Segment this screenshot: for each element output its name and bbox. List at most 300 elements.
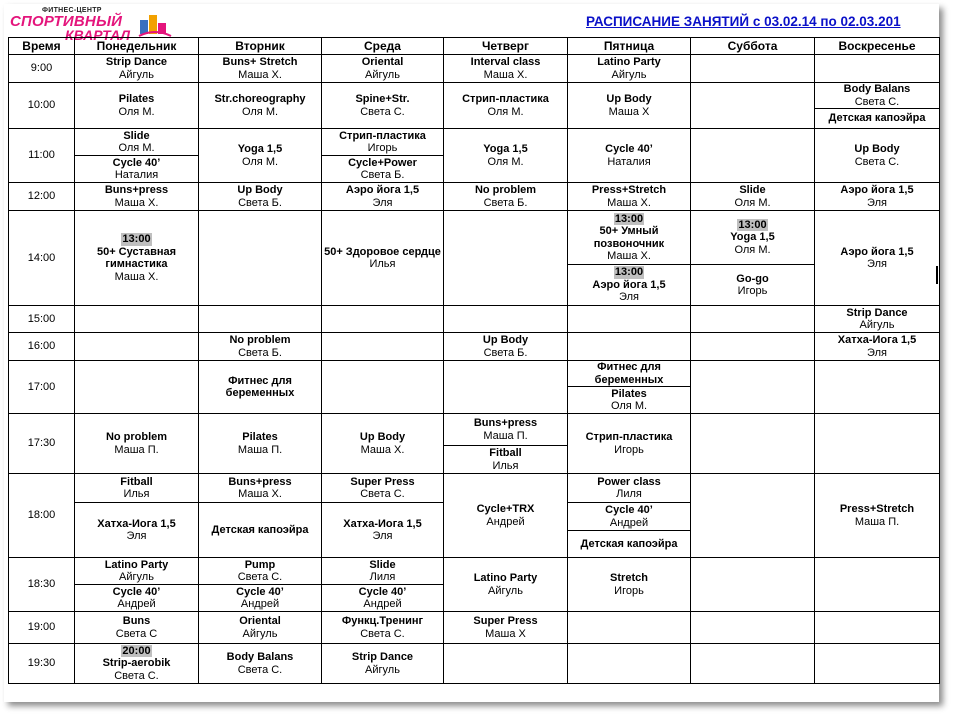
class-cell: [199, 55, 322, 83]
class-name: Cycle 40’: [112, 585, 161, 598]
instructor-name: Маша Х: [485, 627, 526, 640]
class-name: Go-go: [736, 272, 769, 285]
instructor-name: Света С.: [237, 571, 283, 583]
class-cell: [199, 333, 322, 361]
class-name: Fitball: [120, 475, 153, 488]
instructor-name: Лиля: [616, 488, 642, 500]
instructor-name: Маша П.: [854, 515, 900, 528]
class-cell: [444, 55, 568, 83]
class-name: Pilates: [611, 387, 647, 400]
empty-cell: [444, 644, 568, 684]
table-row: [9, 83, 940, 109]
class-cell: [199, 414, 322, 474]
instructor-name: Света С.: [360, 627, 405, 640]
instructor-name: Айгуль: [119, 68, 154, 81]
header-wednesday: Среда: [322, 38, 444, 55]
empty-cell: [568, 306, 691, 333]
class-cell: [199, 644, 322, 684]
class-cell: [815, 129, 940, 183]
class-name: Up Body: [237, 184, 283, 196]
time-cell: 17:00: [9, 361, 75, 414]
empty-cell: [75, 306, 199, 333]
class-name: Buns+press: [228, 475, 292, 488]
empty-cell: [568, 612, 691, 644]
empty-cell: [444, 306, 568, 333]
instructor-name: Оля М.: [487, 105, 524, 118]
time-cell: 19:30: [9, 644, 75, 684]
instructor-name: Света С: [115, 627, 158, 640]
instructor-name: Эля: [619, 291, 639, 304]
class-cell: [75, 558, 199, 585]
class-cell: [322, 211, 444, 306]
schedule-table: [8, 37, 940, 684]
class-name: Body Balans: [226, 651, 294, 663]
class-name: Super Press: [473, 615, 538, 627]
empty-cell: [691, 612, 815, 644]
class-name: Slide: [123, 129, 150, 142]
class-name: Функц.Тренинг: [341, 615, 424, 627]
class-name: Latino Party: [104, 558, 169, 571]
instructor-name: Маша Х: [608, 105, 650, 118]
class-name: Power class: [597, 475, 661, 488]
empty-cell: [815, 644, 940, 684]
instructor-name: Айгуль: [365, 68, 400, 81]
class-name: Pilates: [118, 93, 155, 105]
class-name: Slide: [369, 558, 396, 571]
class-time-tag: 13:00: [614, 266, 644, 279]
schedule-page: [4, 4, 939, 702]
instructor-name: Оля М.: [241, 105, 279, 118]
instructor-name: Айгуль: [365, 663, 400, 676]
class-name: Yoga 1,5: [237, 143, 283, 155]
class-cell: [322, 503, 444, 558]
empty-cell: [691, 306, 815, 333]
class-name: Yoga 1,5: [730, 231, 775, 244]
empty-cell: [322, 361, 444, 414]
header-monday: Понедельник: [75, 38, 199, 55]
class-name: Fitball: [489, 447, 522, 459]
instructor-name: Света С.: [854, 95, 900, 108]
class-name: Cycle 40’: [605, 143, 653, 155]
instructor-name: Наталия: [607, 155, 651, 168]
class-name: Press+Stretch: [839, 503, 915, 515]
empty-cell: [691, 558, 815, 612]
instructor-name: Оля М.: [734, 243, 771, 256]
empty-cell: [815, 361, 940, 414]
instructor-name: Андрей: [117, 598, 156, 610]
class-cell: [199, 612, 322, 644]
class-cell: [815, 333, 940, 361]
instructor-name: Света С.: [237, 663, 283, 676]
empty-cell: [691, 55, 815, 83]
class-name: Cycle 40’: [605, 504, 653, 516]
instructor-name: Андрей: [363, 598, 402, 610]
empty-cell: [322, 306, 444, 333]
class-name: Аэро йога 1,5: [840, 245, 914, 258]
instructor-name: Оля М.: [118, 142, 155, 154]
instructor-name: Света Б.: [238, 346, 282, 359]
class-cell: [815, 183, 940, 211]
instructor-name: Андрей: [609, 516, 649, 529]
table-row: [9, 306, 940, 333]
class-cell: [444, 558, 568, 612]
empty-cell: [815, 558, 940, 612]
class-time-tag-wrap: [569, 213, 689, 226]
empty-cell: [691, 361, 815, 414]
time-cell: 19:00: [9, 612, 75, 644]
class-cell: [444, 474, 568, 558]
time-cell: 15:00: [9, 306, 75, 333]
instructor-name: Наталия: [114, 169, 159, 181]
instructor-name: Маша Х.: [238, 488, 282, 500]
instructor-name: Игорь: [614, 443, 644, 456]
table-row: [9, 414, 940, 446]
class-cell: [322, 474, 444, 503]
instructor-name: Эля: [126, 530, 147, 542]
class-name: 50+ Здоровое сердце: [324, 245, 441, 258]
class-time-tag-wrap: [76, 645, 197, 658]
class-cell: [568, 361, 691, 387]
class-cell: [568, 531, 691, 558]
class-name: No problem: [474, 184, 537, 196]
instructor-name: Маша П.: [114, 443, 159, 456]
class-name: Buns+press: [104, 184, 169, 196]
class-time-tag: 20:00: [122, 644, 151, 657]
class-name: Фитнес для беременных: [225, 374, 295, 399]
class-cell: [815, 306, 940, 333]
class-name: Cycle+TRX: [476, 503, 535, 515]
class-cell: [322, 55, 444, 83]
class-name: Детская капоэйра: [211, 523, 309, 536]
empty-cell: [199, 211, 322, 306]
logo-line-1: СПОРТИВНЫЙ: [10, 13, 123, 30]
header-saturday: Суббота: [691, 38, 815, 55]
class-cell: [75, 644, 199, 684]
instructor-name: Эля: [372, 530, 393, 542]
instructor-name: Эля: [867, 258, 887, 270]
class-name: Strip Dance: [351, 651, 414, 663]
class-name: Interval class: [470, 56, 541, 68]
table-row: [9, 474, 940, 503]
class-name: Super Press: [350, 475, 415, 488]
class-time-tag: 13:00: [614, 212, 644, 225]
empty-cell: [815, 612, 940, 644]
instructor-name: Эля: [867, 196, 887, 209]
logo-emblem-icon: [138, 12, 172, 40]
instructor-name: Света С.: [114, 669, 159, 682]
class-name: Up Body: [854, 143, 900, 155]
class-cell: [322, 558, 444, 585]
class-cell: [568, 211, 691, 265]
class-name: Slide: [739, 184, 766, 196]
instructor-name: Оля М.: [241, 155, 279, 168]
class-cell: [322, 585, 444, 612]
instructor-name: Андрей: [240, 598, 280, 610]
class-cell: [75, 156, 199, 183]
class-name: Cycle+Power: [348, 156, 417, 169]
class-cell: [75, 474, 199, 503]
class-cell: [322, 612, 444, 644]
instructor-name: Эля: [867, 346, 887, 359]
instructor-name: Маша Х.: [114, 270, 159, 283]
class-name: Детская капоэйра: [580, 537, 678, 550]
logo-line-2: КВАРТАЛ: [65, 27, 131, 43]
instructor-name: Маша Х.: [114, 196, 159, 209]
empty-cell: [444, 211, 568, 306]
instructor-name: Оля М.: [487, 155, 524, 168]
table-row: [9, 55, 940, 83]
table-row: [9, 333, 940, 361]
class-cell: [444, 83, 568, 129]
class-cell: [322, 129, 444, 156]
class-cell: [199, 558, 322, 585]
time-cell: 9:00: [9, 55, 75, 83]
header-thursday: Четверг: [444, 38, 568, 55]
class-cell: [568, 83, 691, 129]
class-time-tag-wrap: [569, 266, 689, 279]
empty-cell: [75, 333, 199, 361]
time-cell: 14:00: [9, 211, 75, 306]
empty-cell: [199, 306, 322, 333]
class-cell: [568, 55, 691, 83]
instructor-name: Эля: [372, 196, 393, 209]
instructor-name: Айгуль: [119, 571, 154, 583]
class-cell: [199, 361, 322, 414]
class-name: Cycle 40’: [358, 585, 407, 598]
class-cell: [75, 612, 199, 644]
class-name: Spine+Str.: [355, 93, 410, 105]
class-name: Up Body: [482, 334, 529, 346]
class-name: Cycle 40’: [112, 156, 161, 169]
class-name: No problem: [105, 431, 168, 443]
instructor-name: Оля М.: [610, 400, 648, 412]
class-name: Детская капоэйра: [828, 112, 926, 125]
class-cell: [75, 83, 199, 129]
class-cell: [815, 83, 940, 109]
instructor-name: Айгуль: [611, 68, 647, 81]
empty-cell: [691, 414, 815, 474]
class-cell: [815, 474, 940, 558]
class-cell: [199, 585, 322, 612]
class-cell: [815, 211, 940, 306]
schedule-title[interactable]: РАСПИСАНИЕ ЗАНЯТИЙ с 03.02.14 по 02.03.201: [586, 14, 901, 29]
class-cell: [691, 265, 815, 306]
time-cell: 17:30: [9, 414, 75, 474]
instructor-name: Света Б.: [238, 196, 282, 209]
instructor-name: Маша Х.: [238, 68, 282, 81]
table-row: [9, 211, 940, 265]
class-cell: [322, 644, 444, 684]
class-name: Хатха-Иога 1,5: [97, 517, 176, 530]
instructor-name: Игорь: [737, 285, 768, 297]
class-time-tag: 13:00: [122, 233, 151, 245]
class-name: No problem: [229, 334, 291, 346]
class-name: Oriental: [239, 615, 281, 627]
edge-marker: [936, 266, 938, 284]
class-name: Cycle 40’: [236, 585, 284, 598]
instructor-name: Света С.: [360, 488, 405, 500]
table-row: [9, 183, 940, 211]
class-name: Body Balans: [843, 83, 911, 95]
class-cell: [691, 183, 815, 211]
class-cell: [568, 414, 691, 474]
time-cell: 18:00: [9, 474, 75, 558]
instructor-name: Игорь: [614, 584, 644, 597]
instructor-name: Илья: [492, 459, 519, 472]
class-name: Pump: [244, 558, 276, 571]
time-cell: 16:00: [9, 333, 75, 361]
table-row: [9, 612, 940, 644]
class-cell: [568, 474, 691, 503]
empty-cell: [75, 361, 199, 414]
empty-cell: [815, 414, 940, 474]
class-cell: [568, 183, 691, 211]
class-cell: [75, 211, 199, 306]
class-name: Str.choreography: [214, 93, 306, 105]
class-cell: [444, 129, 568, 183]
time-cell: 10:00: [9, 83, 75, 129]
class-name: Yoga 1,5: [483, 143, 528, 155]
class-cell: [444, 446, 568, 474]
table-row: [9, 129, 940, 156]
instructor-name: Света Б.: [483, 346, 528, 359]
class-cell: [75, 129, 199, 156]
class-name: Аэро йога 1,5: [840, 184, 914, 196]
class-name: Buns+press: [473, 417, 538, 429]
class-cell: [568, 265, 691, 306]
class-name: Stretch: [610, 572, 648, 584]
header-time: Время: [9, 38, 75, 55]
class-name: Стрип-пластика: [462, 93, 549, 105]
empty-cell: [444, 361, 568, 414]
class-cell: [199, 129, 322, 183]
class-name: Buns+ Stretch: [222, 56, 298, 68]
class-name: Хатха-Иога 1,5: [343, 517, 422, 530]
class-name: Oriental: [361, 56, 404, 68]
class-name: Фитнес для беременных: [594, 361, 664, 386]
class-cell: [444, 333, 568, 361]
class-time-tag-wrap: [76, 233, 197, 246]
empty-cell: [691, 83, 815, 129]
class-name: Хатха-Иога 1,5: [837, 334, 917, 346]
empty-cell: [322, 333, 444, 361]
empty-cell: [691, 129, 815, 183]
class-cell: [322, 156, 444, 183]
header-friday: Пятница: [568, 38, 691, 55]
class-cell: [75, 183, 199, 211]
class-name: 50+ Умный позвоночник: [593, 225, 665, 250]
class-cell: [568, 387, 691, 414]
instructor-name: Маша Х.: [360, 443, 405, 456]
instructor-name: Света Б.: [483, 196, 528, 209]
empty-cell: [568, 644, 691, 684]
instructor-name: Андрей: [486, 515, 525, 528]
class-cell: [199, 183, 322, 211]
class-name: Аэро йога 1,5: [345, 184, 420, 196]
class-name: Стрип-пластика: [585, 431, 673, 443]
instructor-name: Света С.: [360, 105, 405, 118]
class-cell: [322, 414, 444, 474]
table-row: [9, 558, 940, 585]
class-name: Strip-aerobik: [102, 657, 171, 670]
header-tuesday: Вторник: [199, 38, 322, 55]
instructor-name: Лиля: [369, 571, 396, 583]
empty-cell: [568, 333, 691, 361]
empty-cell: [815, 55, 940, 83]
instructor-name: Света Б.: [360, 169, 405, 181]
instructor-name: Маша Х.: [483, 68, 528, 81]
class-name: Up Body: [359, 431, 406, 443]
instructor-name: Айгуль: [859, 319, 895, 331]
instructor-name: Маша П.: [237, 443, 283, 456]
instructor-name: Илья: [369, 258, 396, 270]
time-cell: 11:00: [9, 129, 75, 183]
class-name: Аэро йога 1,5: [592, 278, 666, 291]
instructor-name: Илья: [123, 488, 150, 500]
instructor-name: Света С.: [854, 155, 900, 168]
class-name: Latino Party: [473, 572, 538, 584]
class-cell: [75, 503, 199, 558]
class-name: 50+ Суставная гимнастика: [96, 245, 177, 270]
class-name: Up Body: [606, 93, 652, 105]
class-cell: [75, 414, 199, 474]
instructor-name: Оля М.: [734, 196, 771, 209]
class-name: Buns: [122, 615, 151, 627]
class-cell: [568, 129, 691, 183]
instructor-name: Оля М.: [118, 105, 155, 118]
header-sunday: Воскресенье: [815, 38, 940, 55]
header-row: [9, 38, 940, 55]
class-cell: [75, 55, 199, 83]
class-name: Стрип-пластика: [339, 129, 426, 142]
instructor-name: Игорь: [367, 142, 398, 154]
instructor-name: Айгуль: [488, 584, 523, 597]
class-cell: [444, 612, 568, 644]
class-time-tag-wrap: [692, 219, 813, 232]
empty-cell: [691, 474, 815, 558]
class-name: Strip Dance: [846, 306, 908, 319]
table-row: [9, 361, 940, 387]
class-cell: [75, 585, 199, 612]
class-name: Press+Stretch: [591, 184, 667, 196]
table-row: [9, 644, 940, 684]
class-name: Pilates: [242, 431, 278, 443]
time-cell: 18:30: [9, 558, 75, 612]
class-cell: [444, 414, 568, 446]
class-cell: [691, 211, 815, 265]
instructor-name: Маша Х.: [607, 196, 651, 209]
class-cell: [568, 558, 691, 612]
class-cell: [815, 109, 940, 129]
class-cell: [444, 183, 568, 211]
class-time-tag: 13:00: [738, 218, 767, 231]
class-cell: [322, 83, 444, 129]
empty-cell: [691, 644, 815, 684]
class-cell: [199, 83, 322, 129]
instructor-name: Айгуль: [242, 627, 278, 640]
class-name: Latino Party: [597, 56, 661, 68]
class-cell: [322, 183, 444, 211]
instructor-name: Маша Х.: [607, 250, 651, 262]
time-cell: 12:00: [9, 183, 75, 211]
empty-cell: [691, 333, 815, 361]
class-name: Strip Dance: [105, 56, 168, 68]
logo-subtitle: ФИТНЕС-ЦЕНТР: [42, 7, 102, 14]
instructor-name: Маша П.: [483, 429, 528, 442]
class-cell: [199, 474, 322, 503]
class-cell: [568, 503, 691, 531]
class-cell: [199, 503, 322, 558]
